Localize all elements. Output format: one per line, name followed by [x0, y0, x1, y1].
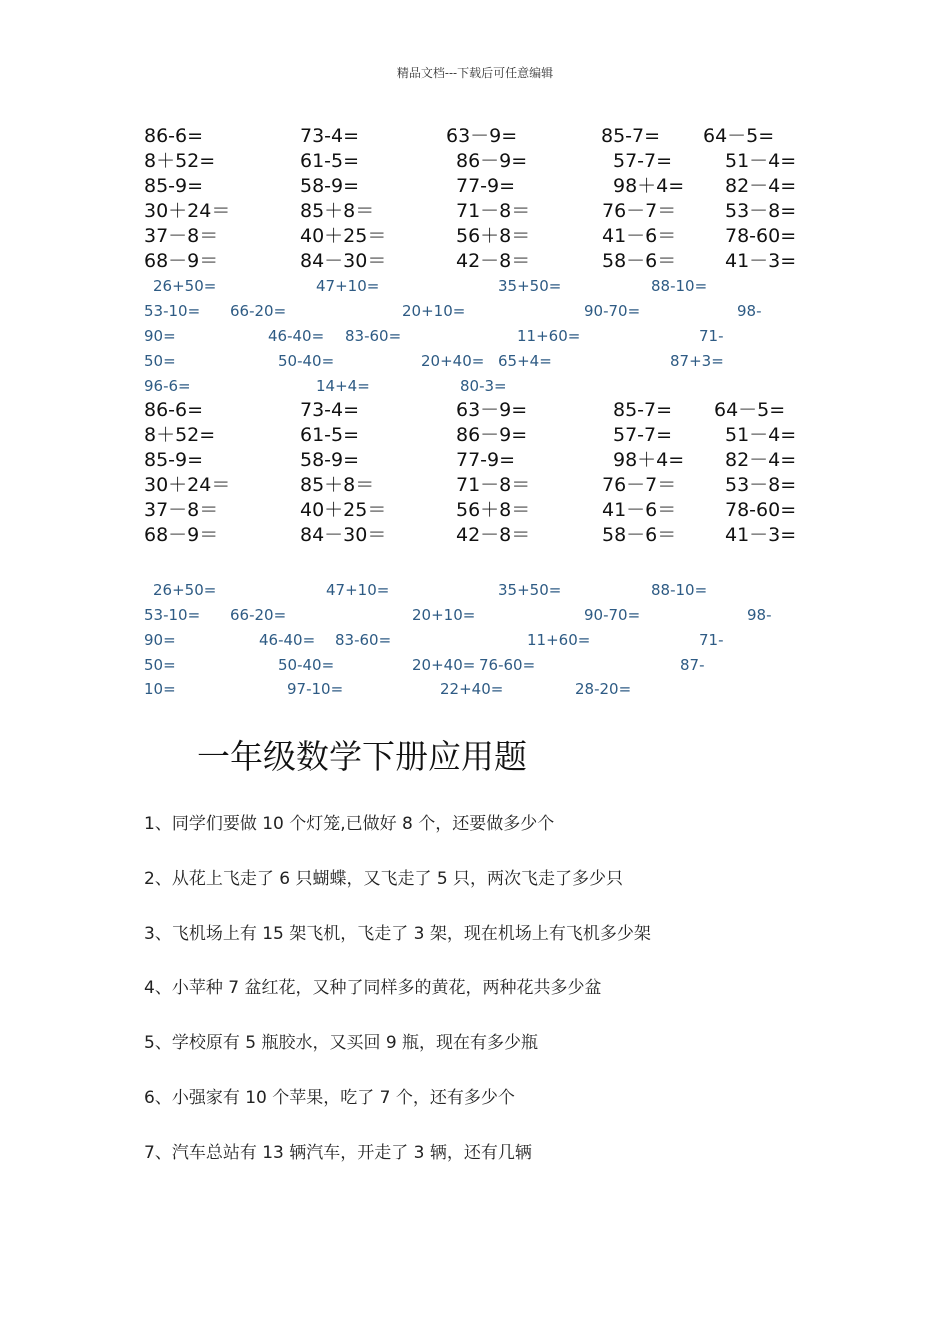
exercise-row: [0, 398, 950, 422]
exercise-item: 20+10=: [402, 302, 466, 320]
exercise-item: 77-9=: [456, 449, 516, 471]
exercise-item: 53－8=: [725, 200, 797, 222]
exercise-item: 85-7=: [601, 125, 661, 147]
exercise-item: 50=: [144, 352, 176, 370]
exercise-item: 84－30＝: [300, 524, 387, 546]
exercise-item: 71－8＝: [456, 200, 531, 222]
exercise-item: 83-60=: [345, 327, 402, 345]
exercise-item: 20+40=: [412, 656, 476, 674]
word-problem: 5、学校原有 5 瓶胶水，又买回 9 瓶，现在有多少瓶: [144, 1033, 539, 1053]
exercise-item: 63－9=: [456, 399, 528, 421]
exercise-item: 58－6＝: [602, 250, 677, 272]
exercise-item: 40＋25＝: [300, 499, 387, 521]
exercise-item: 82－4=: [725, 175, 797, 197]
exercise-item: 90-70=: [584, 302, 641, 320]
exercise-item: 86-6=: [144, 399, 204, 421]
exercise-item: 14+4=: [316, 377, 370, 395]
exercise-item: 87-: [680, 656, 705, 674]
exercise-item: 20+10=: [412, 606, 476, 624]
exercise-item: 68－9＝: [144, 250, 219, 272]
exercise-item: 78-60=: [725, 499, 797, 521]
exercise-item: 22+40=: [440, 680, 504, 698]
exercise-item: 61-5=: [300, 150, 360, 172]
exercise-row: [0, 578, 950, 602]
exercise-row: [0, 448, 950, 472]
exercise-item: 64－5=: [714, 399, 786, 421]
exercise-item: 30＋24＝: [144, 474, 231, 496]
exercise-item: 71－8＝: [456, 474, 531, 496]
exercise-item: 20+40=: [421, 352, 485, 370]
exercise-item: 86-6=: [144, 125, 204, 147]
exercise-row: [0, 124, 950, 148]
exercise-item: 78-60=: [725, 225, 797, 247]
exercise-item: 50-40=: [278, 352, 335, 370]
exercise-item: 57-7=: [613, 424, 673, 446]
exercise-item: 85＋8＝: [300, 200, 375, 222]
exercise-item: 90=: [144, 631, 176, 649]
exercise-item: 42－8＝: [456, 250, 531, 272]
exercise-item: 66-20=: [230, 302, 287, 320]
word-problem: 1、同学们要做 10 个灯笼,已做好 8 个，还要做多少个: [144, 814, 555, 834]
exercise-item: 85＋8＝: [300, 474, 375, 496]
exercise-item: 46-40=: [268, 327, 325, 345]
exercise-row: [0, 473, 950, 497]
exercise-item: 51－4=: [725, 150, 797, 172]
exercise-item: 37－8＝: [144, 499, 219, 521]
exercise-row: [0, 628, 950, 652]
exercise-item: 58-9=: [300, 449, 360, 471]
exercise-item: 37－8＝: [144, 225, 219, 247]
exercise-item: 46-40=: [259, 631, 316, 649]
exercise-row: [0, 199, 950, 223]
section-title: 一年级数学下册应用题: [197, 737, 527, 776]
exercise-item: 42－8＝: [456, 524, 531, 546]
exercise-item: 66-20=: [230, 606, 287, 624]
exercise-row: [0, 523, 950, 547]
exercise-item: 57-7=: [613, 150, 673, 172]
exercise-item: 97-10=: [287, 680, 344, 698]
exercise-item: 73-4=: [300, 399, 360, 421]
exercise-item: 61-5=: [300, 424, 360, 446]
exercise-row: [0, 299, 950, 323]
exercise-item: 87+3=: [670, 352, 724, 370]
exercise-item: 77-9=: [456, 175, 516, 197]
exercise-row: [0, 224, 950, 248]
exercise-item: 83-60=: [335, 631, 392, 649]
exercise-row: [0, 324, 950, 348]
exercise-item: 58－6＝: [602, 524, 677, 546]
word-problem: 3、飞机场上有 15 架飞机，飞走了 3 架，现在机场上有飞机多少架: [144, 924, 651, 944]
exercise-item: 50-40=: [278, 656, 335, 674]
exercise-item: 98-: [747, 606, 772, 624]
exercise-row: [0, 423, 950, 447]
exercise-item: 71-: [699, 631, 724, 649]
exercise-row: [0, 149, 950, 173]
exercise-item: 76－7＝: [602, 200, 677, 222]
exercise-item: 11+60=: [527, 631, 591, 649]
exercise-item: 65+4=: [498, 352, 552, 370]
exercise-item: 85-9=: [144, 449, 204, 471]
exercise-row: [0, 249, 950, 273]
exercise-item: 30＋24＝: [144, 200, 231, 222]
exercise-row: [0, 349, 950, 373]
exercise-item: 53-10=: [144, 606, 201, 624]
exercise-item: 88-10=: [651, 581, 708, 599]
exercise-item: 41－6＝: [602, 225, 677, 247]
exercise-row: [0, 498, 950, 522]
exercise-item: 84－30＝: [300, 250, 387, 272]
exercise-row: [0, 603, 950, 627]
exercise-item: 8＋52=: [144, 150, 216, 172]
exercise-item: 56＋8＝: [456, 225, 531, 247]
word-problem: 2、从花上飞走了 6 只蝴蝶，又飞走了 5 只，两次飞走了多少只: [144, 869, 624, 889]
exercise-item: 71-: [699, 327, 724, 345]
exercise-item: 86－9=: [456, 424, 528, 446]
exercise-item: 41－3=: [725, 250, 797, 272]
exercise-item: 76-60=: [479, 656, 536, 674]
exercise-item: 98＋4=: [613, 449, 685, 471]
exercise-item: 85-7=: [613, 399, 673, 421]
exercise-item: 50=: [144, 656, 176, 674]
exercise-item: 53－8=: [725, 474, 797, 496]
exercise-item: 51－4=: [725, 424, 797, 446]
page-header: 精品文档---下载后可任意编辑: [396, 66, 554, 80]
exercise-row: [0, 374, 950, 398]
exercise-item: 8＋52=: [144, 424, 216, 446]
exercise-row: [0, 653, 950, 677]
exercise-item: 90-70=: [584, 606, 641, 624]
exercise-item: 85-9=: [144, 175, 204, 197]
exercise-item: 68－9＝: [144, 524, 219, 546]
exercise-item: 58-9=: [300, 175, 360, 197]
exercise-item: 35+50=: [498, 277, 562, 295]
exercise-item: 41－6＝: [602, 499, 677, 521]
exercise-item: 96-6=: [144, 377, 191, 395]
exercise-item: 56＋8＝: [456, 499, 531, 521]
word-problem: 7、汽车总站有 13 辆汽车，开走了 3 辆，还有几辆: [144, 1143, 532, 1163]
exercise-item: 90=: [144, 327, 176, 345]
exercise-item: 98＋4=: [613, 175, 685, 197]
word-problem: 6、小强家有 10 个苹果，吃了 7 个，还有多少个: [144, 1088, 515, 1108]
exercise-item: 28-20=: [575, 680, 632, 698]
exercise-item: 63－9=: [446, 125, 518, 147]
exercise-row: [0, 677, 950, 701]
exercise-item: 40＋25＝: [300, 225, 387, 247]
exercise-item: 82－4=: [725, 449, 797, 471]
exercise-item: 98-: [737, 302, 762, 320]
exercise-item: 10=: [144, 680, 176, 698]
exercise-item: 88-10=: [651, 277, 708, 295]
exercise-item: 26+50=: [153, 277, 217, 295]
exercise-item: 26+50=: [153, 581, 217, 599]
exercise-item: 47+10=: [326, 581, 390, 599]
exercise-item: 47+10=: [316, 277, 380, 295]
exercise-item: 73-4=: [300, 125, 360, 147]
exercise-item: 35+50=: [498, 581, 562, 599]
exercise-row: [0, 274, 950, 298]
exercise-item: 80-3=: [460, 377, 507, 395]
exercise-item: 76－7＝: [602, 474, 677, 496]
exercise-item: 11+60=: [517, 327, 581, 345]
exercise-item: 53-10=: [144, 302, 201, 320]
exercise-row: [0, 174, 950, 198]
exercise-item: 86－9=: [456, 150, 528, 172]
exercise-item: 41－3=: [725, 524, 797, 546]
word-problem: 4、小苹种 7 盆红花，又种了同样多的黄花，两种花共多少盆: [144, 978, 602, 998]
exercise-item: 64－5=: [703, 125, 775, 147]
